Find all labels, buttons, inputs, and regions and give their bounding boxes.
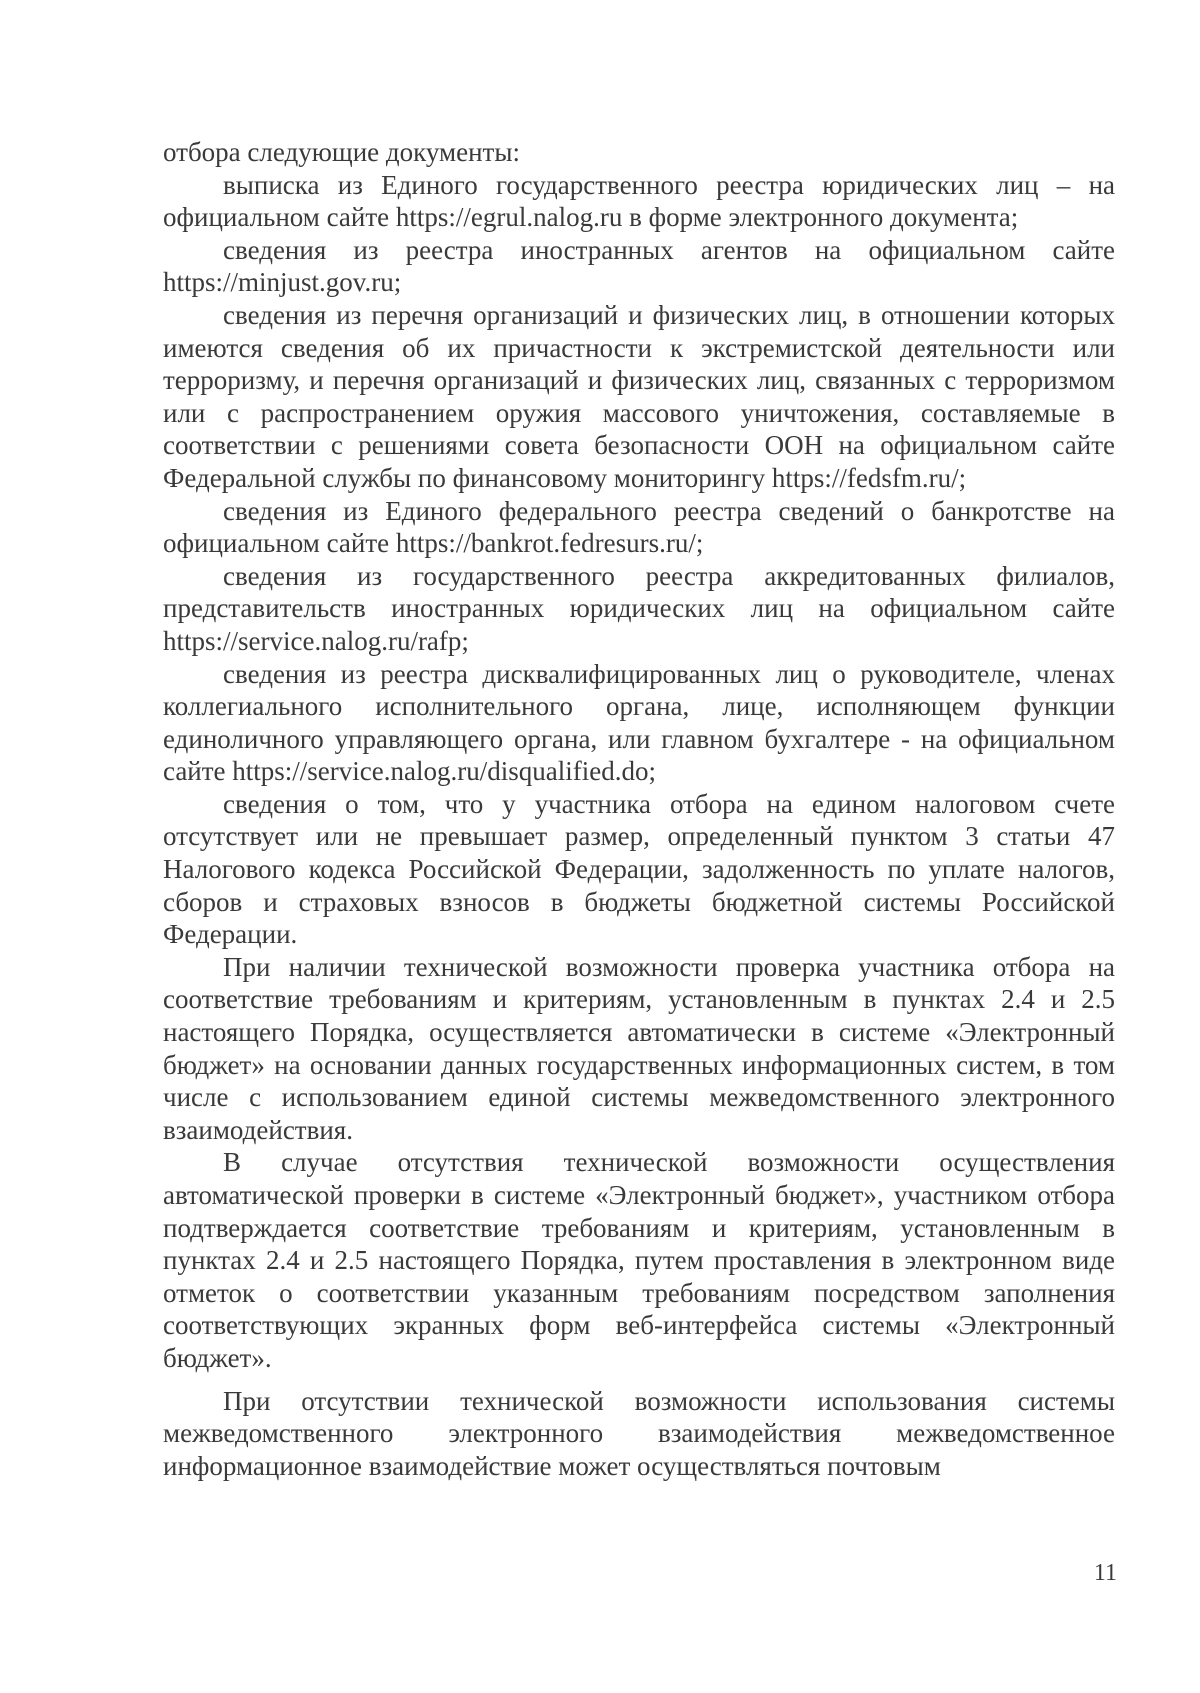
paragraph-manual-check: В случае отсутствия технической возможности осуществления автоматической проверки в системе «Электронный бюджет», участником отбора подтверждается соответствие требованиям и критериям, установленным в пунктах 2.4 и 2.5 настоящего Порядка, путем проставления в электронном виде отметок о соответствии указанным требованиям посредством заполнения соответствующих экранных форм веб-интерфейса системы «Электронный бюджет». — [163, 1147, 1115, 1373]
paragraph-accredited-branches: сведения из государственного реестра аккредитованных филиалов, представительств иностранных юридических лиц на официальном сайте https://service.nalog.ru/rafp; — [163, 560, 1115, 656]
document-body — [163, 136, 1115, 1482]
paragraph-extremism-list: сведения из перечня организаций и физических лиц, в отношении которых имеются сведения об их причастности к экстремистской деятельности или терроризму, и перечня организаций и физических лиц, связанных с терроризмом или с распространением оружия массового уничтожения, составляемые в соответствии с решениями совета безопасности ООН на официальном сайте Федеральной службы по финансовому мониторингу https://fedsfm.ru/; — [163, 299, 1115, 493]
paragraph-automatic-check: При наличии технической возможности проверка участника отбора на соответствие требованиям и критериям, установленным в пунктах 2.4 и 2.5 настоящего Порядка, осуществляется автоматически в системе «Электронный бюджет» на основании данных государственных информационных систем, в том числе с использованием единой системы межведомственного электронного взаимодействия. — [163, 951, 1115, 1145]
page-number: 11 — [1093, 1560, 1117, 1586]
paragraph-foreign-agents: сведения из реестра иностранных агентов на официальном сайте https://minjust.gov.ru; — [163, 234, 1115, 298]
paragraph-postal-interaction: При отсутствии технической возможности использования системы межведомственного электронного взаимодействия межведомственное информационное взаимодействие может осуществляться почтовым — [163, 1385, 1115, 1481]
paragraph-intro: отбора следующие документы: — [163, 137, 520, 167]
paragraph-bankruptcy: сведения из Единого федерального реестра сведений о банкротстве на официальном сайте https://bankrot.fedresurs.ru/; — [163, 495, 1115, 559]
paragraph-tax-debt: сведения о том, что у участника отбора на едином налоговом счете отсутствует или не превышает размер, определенный пунктом 3 статьи 47 Налогового кодекса Российской Федерации, задолженность по уплате налогов, сборов и страховых взносов в бюджеты бюджетной системы Российской Федерации. — [163, 788, 1115, 950]
paragraph-egrul: выписка из Единого государственного реестра юридических лиц – на официальном сайте https://egrul.nalog.ru в форме электронного документа; — [163, 169, 1115, 233]
paragraph-disqualified: сведения из реестра дисквалифицированных лиц о руководителе, членах коллегиального исполнительного органа, лице, исполняющем функции единоличного управляющего органа, или главном бухгалтере - на официальном сайте https://service.nalog.ru/disqualified.do; — [163, 658, 1115, 787]
